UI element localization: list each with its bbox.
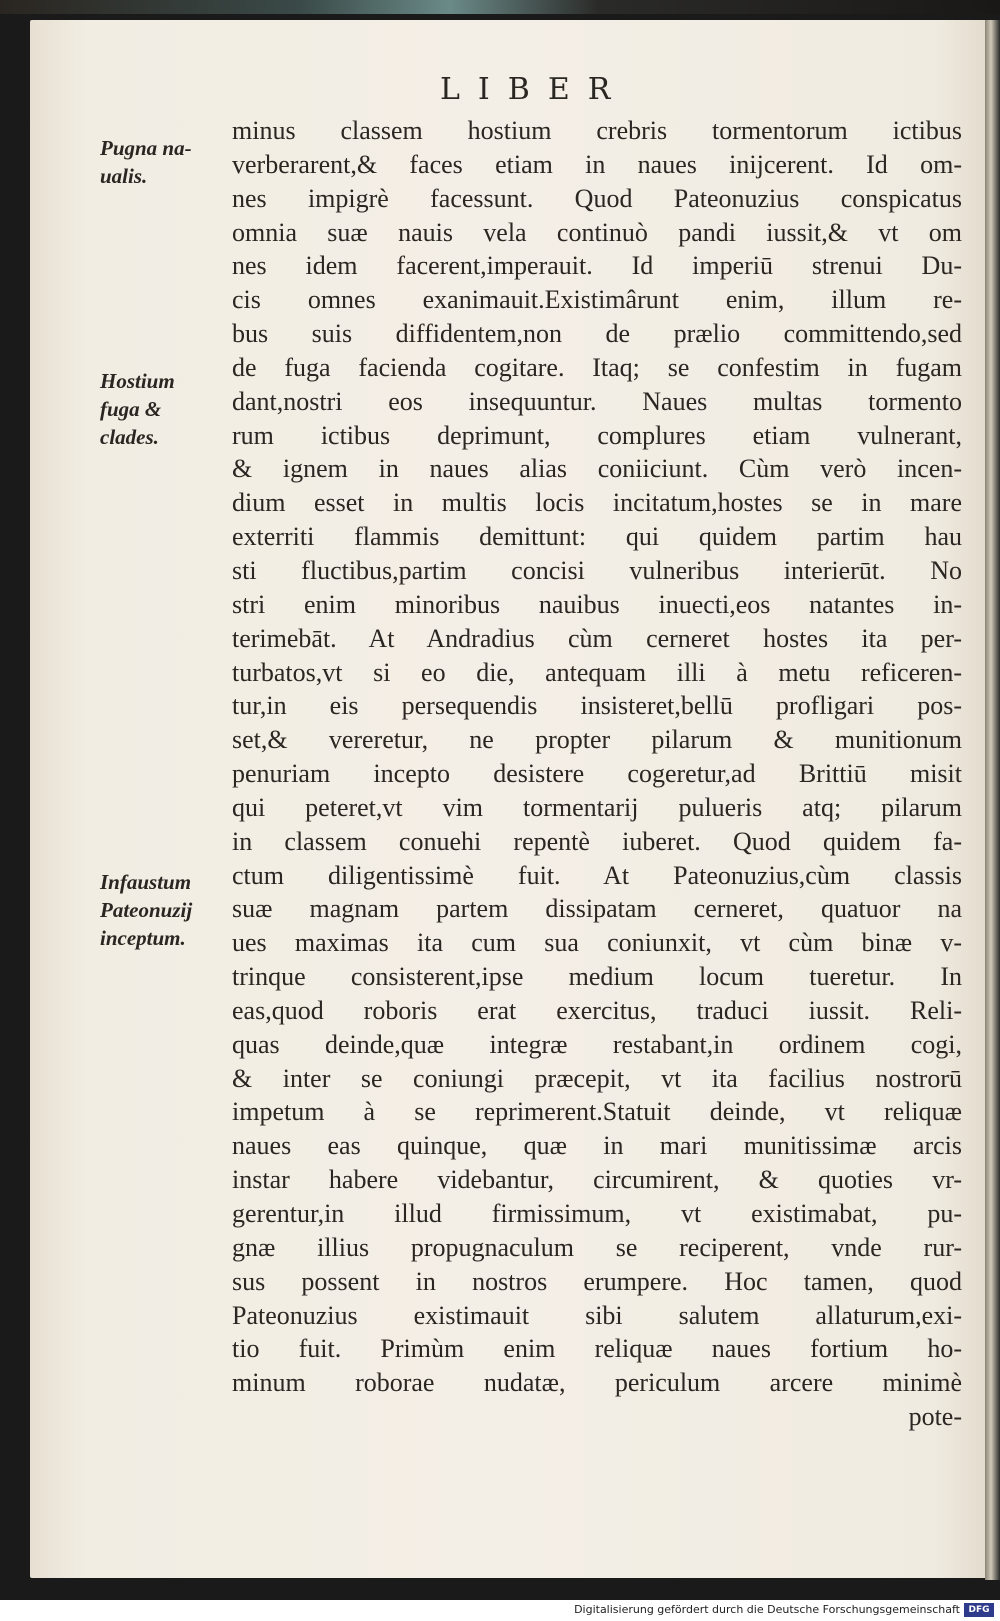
- text-line: pote-: [908, 1402, 962, 1432]
- text-line: in classem conuehi repentè iuberet. Quod quidem fa-: [232, 826, 962, 856]
- margin-note-hostium-fuga: [100, 367, 230, 451]
- body-text: [232, 114, 962, 1434]
- footer-bar: [0, 1600, 1000, 1621]
- text-line: & inter se coniungi præcepit, vt ita facilius nostrorū: [232, 1063, 962, 1093]
- text-line: naues eas quinque, quæ in mari munitissimæ arcis: [232, 1131, 962, 1161]
- margin-note-line: fuga &: [100, 397, 162, 421]
- text-line: stri enim minoribus nauibus inuecti,eos natantes in-: [232, 589, 962, 619]
- text-line: bus suis diffidentem,non de prælio committendo,sed: [232, 319, 962, 349]
- margin-note-line: Infaustum: [100, 870, 192, 894]
- text-line: trinque consisterent,ipse medium locum tueretur. In: [232, 962, 962, 992]
- text-line: nes idem facerent,imperauit. Id imperiū strenui Du-: [232, 251, 962, 281]
- text-line: rum ictibus deprimunt, complures etiam vulnerant,: [232, 420, 962, 450]
- margin-note-pugna-navalis: [100, 134, 230, 190]
- dfg-logo: DFG: [964, 1603, 994, 1617]
- text-line: gerentur,in illud firmissimum, vt existimabat, pu-: [232, 1199, 962, 1228]
- margin-note-line: inceptum.: [100, 926, 186, 950]
- text-line: instar habere videbantur, circumirent, & quoties vr-: [232, 1165, 962, 1195]
- text-line: nes impigrè facessunt. Quod Pateonuzius conspicatus: [232, 183, 962, 213]
- footer-credit: Digitalisierung gefördert durch die Deutsche Forschungsgemeinschaft: [574, 1603, 960, 1616]
- text-line: minum roborae nudatæ, periculum arcere minimè: [232, 1368, 962, 1398]
- text-line: turbatos,vt si eo die, antequam illi à metu reficeren-: [232, 657, 962, 687]
- text-line: exterriti flammis demittunt: qui quidem partim hau: [232, 522, 962, 552]
- text-line: tio fuit. Primùm enim reliquæ naues fortium ho-: [232, 1334, 962, 1364]
- margin-note-line: Pateonuzij: [100, 898, 193, 922]
- text-line: sti fluctibus,partim concisi vulneribus interierūt. No: [232, 555, 962, 585]
- text-line: & ignem in naues alias coniiciunt. Cùm verò incen-: [232, 454, 962, 484]
- margin-note-line: ualis.: [100, 164, 148, 188]
- text-line: set,& vereretur, ne propter pilarum & munitionum: [232, 725, 962, 755]
- text-line: ctum diligentissimè fuit. At Pateonuzius,cùm classis: [232, 860, 962, 890]
- text-line: Pateonuzius existimauit sibi salutem allaturum,exi-: [232, 1300, 962, 1330]
- text-line: tur,in eis persequendis insisteret,bellū profligari pos-: [232, 691, 962, 721]
- text-line: suæ magnam partem dissipatam cerneret, quatuor na: [232, 894, 962, 924]
- margin-note-line: Pugna na-: [100, 136, 192, 160]
- text-line: de fuga facienda cogitare. Itaq; se confestim in fugam: [232, 352, 962, 382]
- text-line: verberarent,& faces etiam in naues inijcerent. Id om-: [232, 149, 962, 179]
- page-edge: [985, 20, 1000, 1580]
- text-line: penuriam incepto desistere cogeretur,ad Brittiū misit: [232, 759, 962, 789]
- scan-top-border: [0, 0, 1000, 14]
- margin-note-line: clades.: [100, 425, 159, 449]
- text-line: cis omnes exanimauit.Existimârunt enim, illum re-: [232, 285, 962, 315]
- running-head: LIBER: [440, 72, 629, 107]
- margin-note-line: Hostium: [100, 369, 175, 393]
- margin-note-infaustum-inceptum: [100, 868, 230, 952]
- text-line: qui peteret,vt vim tormentarij pulueris atq; pilarum: [232, 792, 962, 822]
- text-line: omnia suæ nauis vela continuò pandi iussit,& vt om: [232, 217, 962, 247]
- text-line: eas,quod roboris erat exercitus, traduci iussit. Reli-: [232, 995, 962, 1025]
- text-line: terimebāt. At Andradius cùm cerneret hostes ita per-: [232, 623, 962, 653]
- text-line: dant,nostri eos insequuntur. Naues multas tormento: [232, 386, 962, 416]
- text-line: impetum à se reprimerent.Statuit deinde, vt reliquæ: [232, 1097, 962, 1127]
- text-line: ues maximas ita cum sua coniunxit, vt cùm binæ v-: [232, 928, 962, 958]
- text-line: quas deinde,quæ integræ restabant,in ordinem cogi,: [232, 1029, 962, 1059]
- text-line: minus classem hostium crebris tormentorum ictibus: [232, 116, 962, 145]
- text-line: dium esset in multis locis incitatum,hostes se in mare: [232, 488, 962, 518]
- text-line: sus possent in nostros erumpere. Hoc tamen, quod: [232, 1266, 962, 1296]
- text-line: gnæ illius propugnaculum se reciperent, vnde rur-: [232, 1232, 962, 1262]
